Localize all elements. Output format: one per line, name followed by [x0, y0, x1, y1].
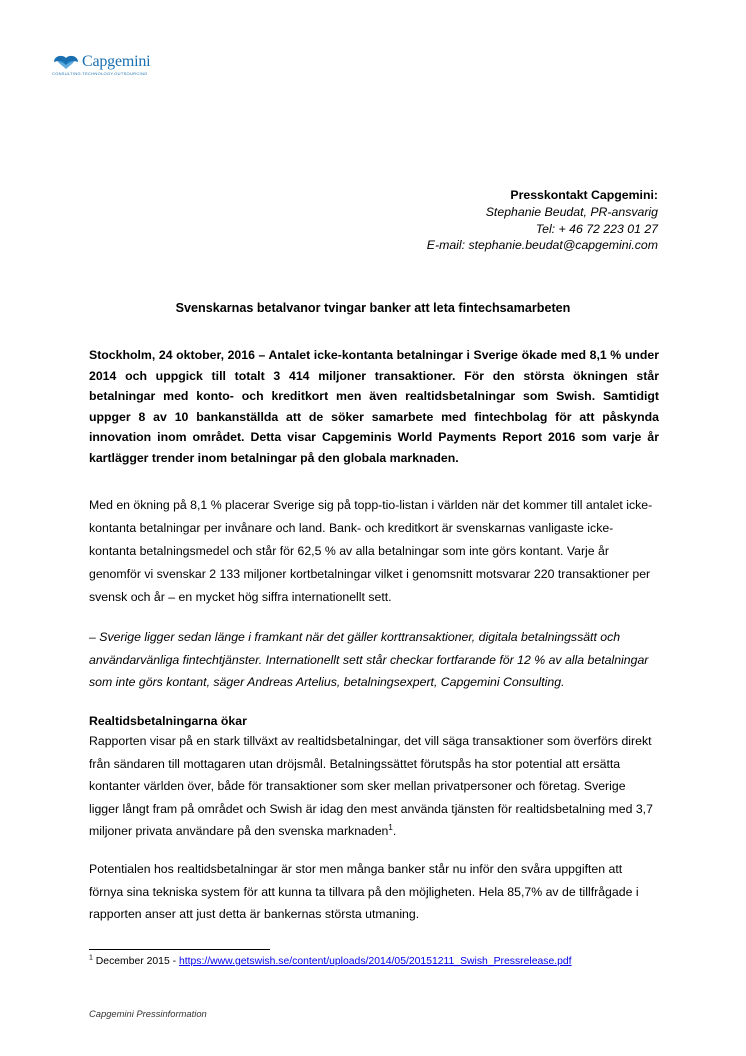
press-contact-block	[427, 187, 658, 254]
quote-text: – Sverige ligger sedan länge i framkant när det gäller korttransaktioner, digitala betalningssätt och användarvänliga fintechtjänster. Internationellt sett står checkar fortfarande för 12 % av alla betalningar som inte görs kontant, säger Andreas Artelius, betalningsexpert, Capgemini Consulting.	[89, 630, 649, 690]
footnote	[89, 955, 572, 969]
quote-paragraph	[89, 626, 659, 694]
lead-paragraph	[89, 345, 659, 469]
contact-name: Stephanie Beudat, PR-ansvarig	[485, 204, 658, 219]
logo-wordmark: Capgemini	[82, 53, 151, 70]
paragraph-3-text: Potentialen hos realtidsbetalningar är stor men många banker står nu inför den svåra uppgiften att förnya sina tekniska system för att kunna ta tillvara på den möjligheten. Hela 85,7% av de tillfrågade i rapporten anser att just detta är bankernas största utmaning.	[89, 862, 639, 922]
page-footer: Capgemini Pressinformation	[89, 1008, 207, 1019]
body-paragraph-1	[89, 494, 659, 609]
paragraph-1-text: Med en ökning på 8,1 % placerar Sverige sig på topp-tio-listan i världen när det kommer till antalet icke-kontanta betalningar per invånare och land. Bank- och kreditkort är svenskarnas vanligaste icke-kontanta betalningsmedel och står för 62,5 % av alla betalningar som inte görs kontant. Varje år genomför vi svenskar 2 133 miljoner kortbetalningar vilket i genomsnitt motsvarar 220 transaktioner per svensk och år – en mycket hög siffra internationellt sett.	[89, 498, 653, 604]
lead-text: Stockholm, 24 oktober, 2016 – Antalet icke-kontanta betalningar i Sverige ökade med 8,1 % under 2014 och uppgick till totalt 3 414 miljoner transaktioner. För den största ökningen står betalningar med konto- och kreditkort men även realtidsbetalningar som Swish. Samtidigt uppger 8 av 10 bankanställda att de söker samarbete med fintechbolag för att påskynda innovation inom området. Detta visar Capgeminis World Payments Report 2016 som varje år kartlägger trender inom betalningar på den globala marknaden.	[89, 348, 659, 465]
footnote-reference[interactable]: 1	[388, 823, 393, 833]
contact-phone: Tel: + 46 72 223 01 27	[535, 221, 658, 236]
footnote-link[interactable]: https://www.getswish.se/content/uploads/2014/05/20151211_Swish_Pressrelease.pdf	[178, 956, 572, 967]
logo-tagline: CONSULTING.TECHNOLOGY.OUTSOURCING	[52, 71, 148, 76]
body-paragraph-3	[89, 858, 659, 926]
paragraph-2-text: Rapporten visar på en stark tillväxt av realtidsbetalningar, det vill säga transaktioner som överförs direkt från sändaren till mottagaren utan dröjsmål. Betalningssättet förutspås ha stor potential att ersätta kontanter världen över, både för transaktioner som sker mellan privatpersoner och företag. Sverige ligger långt fram på området och Swish är idag den mest använda tjänsten för realtidsbetalning med 3,7 miljoner privata användare på den svenska marknaden	[89, 734, 653, 839]
capgemini-logo	[52, 50, 172, 78]
footnote-number: 1	[89, 954, 93, 962]
contact-label: Presskontakt Capgemini:	[510, 188, 658, 202]
contact-email: E-mail: stephanie.beudat@capgemini.com	[426, 238, 658, 253]
capgemini-spade-icon	[52, 53, 80, 71]
paragraph-2	[89, 730, 659, 843]
footnote-text: December 2015 -	[92, 956, 179, 967]
body-paragraph-2	[89, 730, 659, 843]
footnote-divider	[89, 949, 270, 950]
section-heading: Realtidsbetalningarna ökar	[89, 714, 247, 728]
page-title: Svenskarnas betalvanor tvingar banker att leta fintechsamarbeten	[175, 301, 571, 315]
paragraph-2-end: .	[392, 824, 397, 839]
